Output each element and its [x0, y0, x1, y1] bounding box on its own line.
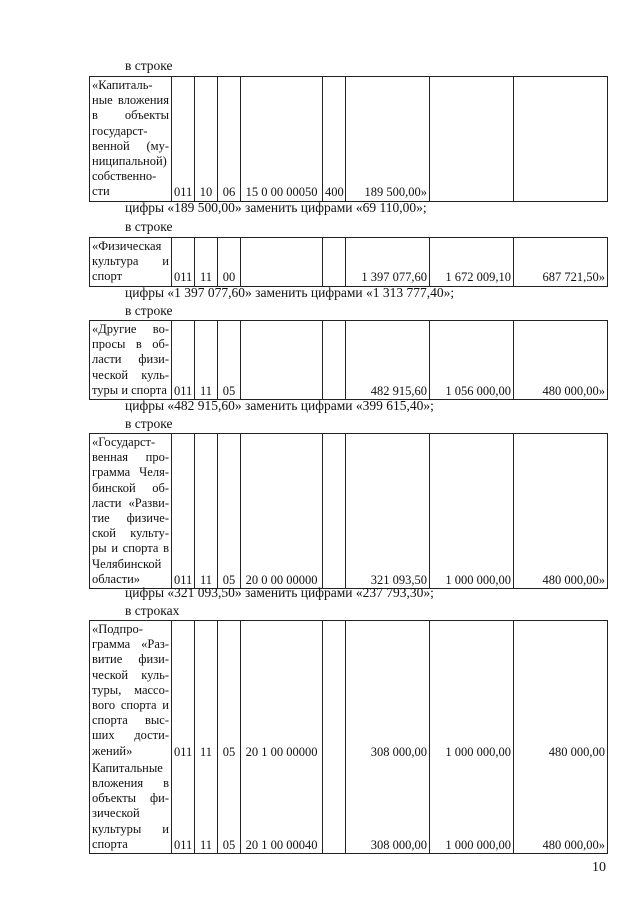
code-ministry: 011	[172, 321, 195, 400]
value-year1: 321 093,50	[346, 434, 430, 589]
value-year3: 480 000,00	[514, 621, 608, 760]
code-subsection: 06	[218, 77, 241, 202]
table-row	[90, 77, 608, 202]
intro-4: в строке	[125, 416, 173, 431]
code-target: 20 0 00 00000	[241, 434, 323, 589]
table-row	[90, 621, 608, 760]
value-year3: 480 000,00»	[514, 434, 608, 589]
code-expense-type	[323, 321, 346, 400]
intro-3: в строке	[125, 303, 173, 318]
instruction-3: цифры «482 915,60» заменить цифрами «399 615,40»;	[125, 398, 434, 413]
code-section: 10	[195, 77, 218, 202]
code-target: 20 1 00 00000	[241, 621, 323, 760]
table-row	[90, 434, 608, 589]
code-target: 15 0 00 00050	[241, 77, 323, 202]
instruction-2: цифры «1 397 077,60» заменить цифрами «1 313 777,40»;	[125, 285, 455, 300]
value-year2: 1 000 000,00	[430, 760, 514, 854]
code-expense-type	[323, 434, 346, 589]
code-section: 11	[195, 434, 218, 589]
instruction-1: цифры «189 500,00» заменить цифрами «69 110,00»;	[125, 200, 427, 215]
value-year3: 687 721,50»	[514, 238, 608, 287]
code-subsection: 00	[218, 238, 241, 287]
budget-table-3	[89, 320, 608, 400]
row-name: «Капиталь- ные вложения в объекты государст- венной (му- ниципальной) собственно- сти	[90, 77, 172, 202]
budget-table-4	[89, 433, 608, 589]
code-section: 11	[195, 321, 218, 400]
budget-table-2	[89, 237, 608, 287]
value-year3	[514, 77, 608, 202]
value-year1: 308 000,00	[346, 760, 430, 854]
code-ministry: 011	[172, 77, 195, 202]
code-target: 20 1 00 00040	[241, 760, 323, 854]
intro-2: в строке	[125, 219, 173, 234]
code-subsection: 05	[218, 434, 241, 589]
value-year2: 1 000 000,00	[430, 434, 514, 589]
code-section: 11	[195, 238, 218, 287]
code-ministry: 011	[172, 760, 195, 854]
table-row	[90, 321, 608, 400]
page-number: 10	[592, 860, 606, 875]
code-section: 11	[195, 760, 218, 854]
row-name: «Другие во- просы в об- ласти физи- ческой куль- туры и спорта	[90, 321, 172, 400]
budget-table-5	[89, 620, 608, 854]
table-row	[90, 238, 608, 287]
row-name: «Физическая культура и спорт	[90, 238, 172, 287]
row-name: «Государст- венная про- грамма Челя- бинской об- ласти «Разви- тие физиче- ской культу- ры и спорта в Челябинской области»	[90, 434, 172, 589]
code-ministry: 011	[172, 621, 195, 760]
code-expense-type	[323, 760, 346, 854]
value-year3: 480 000,00»	[514, 760, 608, 854]
code-subsection: 05	[218, 760, 241, 854]
code-subsection: 05	[218, 321, 241, 400]
table-row	[90, 760, 608, 854]
row-name: Капитальные вложения в объекты фи- зической культуры и спорта	[90, 760, 172, 854]
code-subsection: 05	[218, 621, 241, 760]
value-year3: 480 000,00»	[514, 321, 608, 400]
intro-5: в строках	[125, 603, 180, 618]
intro-1: в строке	[125, 58, 173, 73]
code-target	[241, 238, 323, 287]
budget-table-1	[89, 76, 608, 202]
value-year2: 1 056 000,00	[430, 321, 514, 400]
value-year2: 1 000 000,00	[430, 621, 514, 760]
code-expense-type	[323, 238, 346, 287]
code-ministry: 011	[172, 434, 195, 589]
code-target	[241, 321, 323, 400]
value-year2: 1 672 009,10	[430, 238, 514, 287]
value-year1: 482 915,60	[346, 321, 430, 400]
value-year1: 1 397 077,60	[346, 238, 430, 287]
value-year1: 308 000,00	[346, 621, 430, 760]
value-year1: 189 500,00»	[346, 77, 430, 202]
code-ministry: 011	[172, 238, 195, 287]
instruction-4: цифры «321 093,50» заменить цифрами «237 793,30»;	[125, 585, 434, 600]
row-name: «Подпро- грамма «Раз- витие физи- ческой куль- туры, массо- вого спорта и спорта выс- ших дости- жений»	[90, 621, 172, 760]
value-year2	[430, 77, 514, 202]
code-expense-type	[323, 621, 346, 760]
code-expense-type: 400	[323, 77, 346, 202]
code-section: 11	[195, 621, 218, 760]
